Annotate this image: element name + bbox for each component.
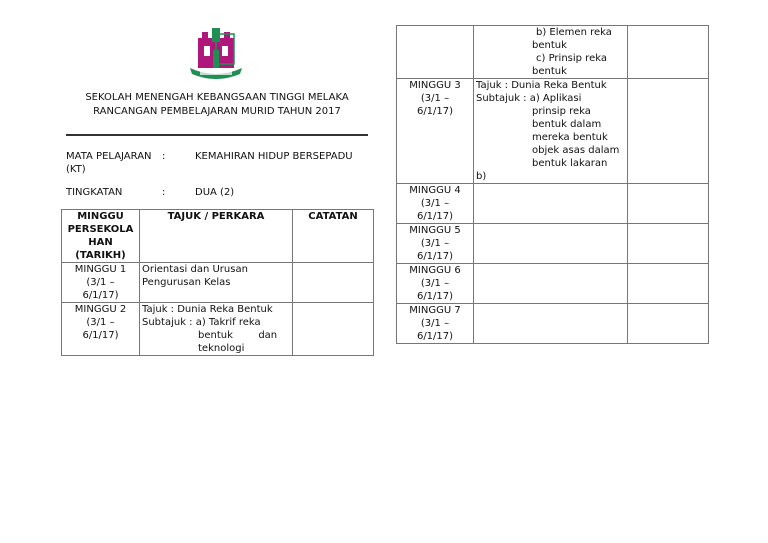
table-row [397, 224, 709, 264]
week-header: MINGGU PERSEKOLA HAN (TARIKH) [62, 210, 140, 263]
school-crest-icon [186, 28, 246, 80]
notes-cell [628, 26, 709, 79]
notes-cell [628, 304, 709, 344]
topic-cell [474, 304, 628, 344]
table-row [397, 184, 709, 224]
school-name: SEKOLAH MENENGAH KEBANGSAAN TINGGI MELAKA [85, 92, 349, 103]
topic-cell [474, 224, 628, 264]
table-row [397, 79, 709, 184]
notes-cell [628, 184, 709, 224]
schedule-table-right [396, 25, 709, 344]
header-divider [66, 134, 368, 136]
week-cell: MINGGU 6 (3/1 – 6/1/17) [397, 264, 474, 304]
week-cell: MINGGU 7 (3/1 – 6/1/17) [397, 304, 474, 344]
table-row [397, 264, 709, 304]
notes-cell [293, 263, 374, 303]
level-sep: : [162, 187, 166, 198]
notes-header: CATATAN [293, 210, 374, 263]
notes-cell [628, 79, 709, 184]
week-cell: MINGGU 5 (3/1 – 6/1/17) [397, 224, 474, 264]
notes-cell [628, 264, 709, 304]
week-cell: MINGGU 2 (3/1 – 6/1/17) [62, 303, 140, 356]
subject-sep: : [162, 151, 166, 162]
table-row [62, 263, 374, 303]
subject-abbr: (KT) [66, 164, 86, 175]
topic-cell: Orientasi dan Urusan Pengurusan Kelas [140, 263, 293, 303]
topic-cell: b) Elemen reka bentuk c) Prinsip reka bentuk [474, 26, 628, 79]
topic-cell [474, 184, 628, 224]
level-label: TINGKATAN [66, 187, 123, 198]
table-row [62, 303, 374, 356]
subject-value: KEMAHIRAN HIDUP BERSEPADU [195, 151, 353, 162]
table-row [397, 304, 709, 344]
week-cell: MINGGU 3 (3/1 – 6/1/17) [397, 79, 474, 184]
schedule-table-left [61, 209, 374, 356]
level-value: DUA (2) [195, 187, 235, 198]
topic-cell: Tajuk : Dunia Reka Bentuk Subtajuk : a) Aplikasi prinsip reka bentuk dalam mereka bentuk objek asas dalam bentuk lakaran b) [474, 79, 628, 184]
subject-label: MATA PELAJARAN [66, 151, 152, 162]
notes-cell [628, 224, 709, 264]
table-row [397, 26, 709, 79]
topic-header: TAJUK / PERKARA [140, 210, 293, 263]
plan-title: RANCANGAN PEMBELAJARAN MURID TAHUN 2017 [93, 106, 341, 117]
notes-cell [293, 303, 374, 356]
topic-cell: Tajuk : Dunia Reka Bentuk Subtajuk : a) Takrif reka bentuk dan teknologi [140, 303, 293, 356]
week-cell [397, 26, 474, 79]
week-cell: MINGGU 1 (3/1 – 6/1/17) [62, 263, 140, 303]
week-cell: MINGGU 4 (3/1 – 6/1/17) [397, 184, 474, 224]
topic-cell [474, 264, 628, 304]
table-header-row [62, 210, 374, 263]
